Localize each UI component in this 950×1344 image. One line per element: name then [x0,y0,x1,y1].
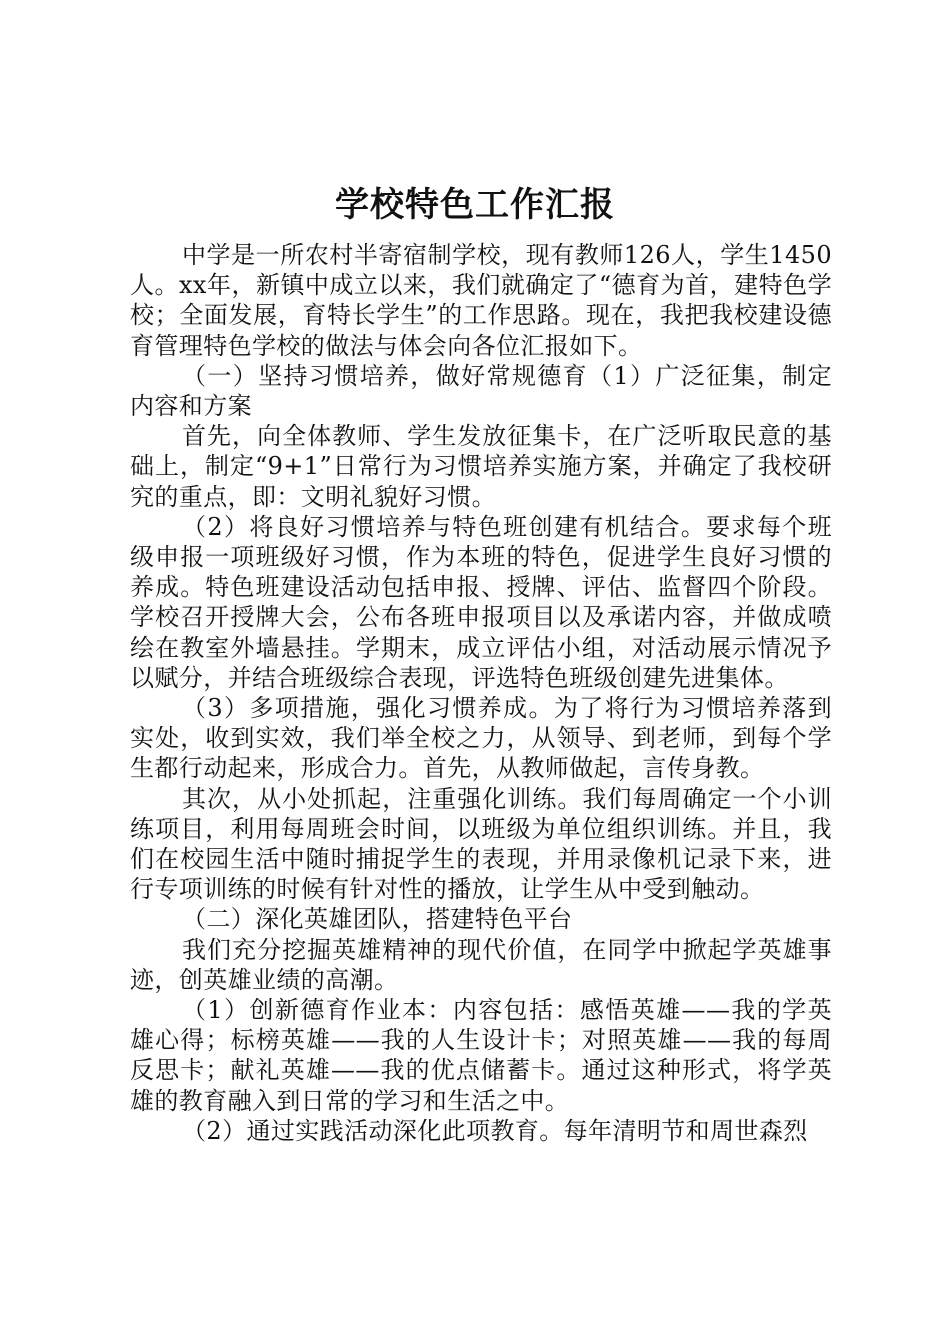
paragraph: （2）通过实践活动深化此项教育。每年清明节和周世森烈 [182,1116,808,1145]
document-title: 学校特色工作汇报 [335,185,615,225]
paragraph: （二）深化英雄团队，搭建特色平台 [182,905,573,934]
paragraph: 我们充分挖掘英雄精神的现代价值，在同学中掀起学英雄事迹，创英雄业绩的高潮。 [130,935,832,994]
document-body [130,240,832,1146]
paragraph: （2）将良好习惯培养与特色班创建有机结合。要求每个班级申报一项班级好习惯，作为本班的特色，促进学生良好习惯的养成。特色班建设活动包括申报、授牌、评估、监督四个阶段。学校召开授牌大会，公布各班申报项目以及承诺内容，并做成喷绘在教室外墙悬挂。学期末，成立评估小组，对活动展示情况予以赋分，并结合班级综合表现，评选特色班级创建先进集体。 [130,512,832,692]
paragraph: 中学是一所农村半寄宿制学校，现有教师126人，学生1450人。xx年，新镇中成立以来，我们就确定了“德育为首，建特色学校；全面发展，育特长学生”的工作思路。现在，我把我校建设德育管理特色学校的做法与体会向各位汇报如下。 [130,241,832,360]
paragraph: 其次，从小处抓起，注重强化训练。我们每周确定一个小训练项目，利用每周班会时间，以班级为单位组织训练。并且，我们在校园生活中随时捕捉学生的表现，并用录像机记录下来，进行专项训练的时候有针对性的播放，让学生从中受到触动。 [130,784,832,904]
paragraph: （3）多项措施，强化习惯养成。为了将行为习惯培养落到实处，收到实效，我们举全校之力，从领导、到老师，到每个学生都行动起来，形成合力。首先，从教师做起，言传身教。 [130,694,832,783]
paragraph: （1）创新德育作业本：内容包括：感悟英雄——我的学英雄心得；标榜英雄——我的人生设计卡；对照英雄——我的每周反思卡；献礼英雄——我的优点储蓄卡。通过这种形式，将学英雄的教育融入到日常的学习和生活之中。 [130,996,832,1115]
paragraph: 首先，向全体教师、学生发放征集卡，在广泛听取民意的基础上，制定“9+1”日常行为习惯培养实施方案，并确定了我校研究的重点，即：文明礼貌好习惯。 [130,422,832,511]
paragraph: （一）坚持习惯培养，做好常规德育（1）广泛征集，制定内容和方案 [130,361,832,421]
